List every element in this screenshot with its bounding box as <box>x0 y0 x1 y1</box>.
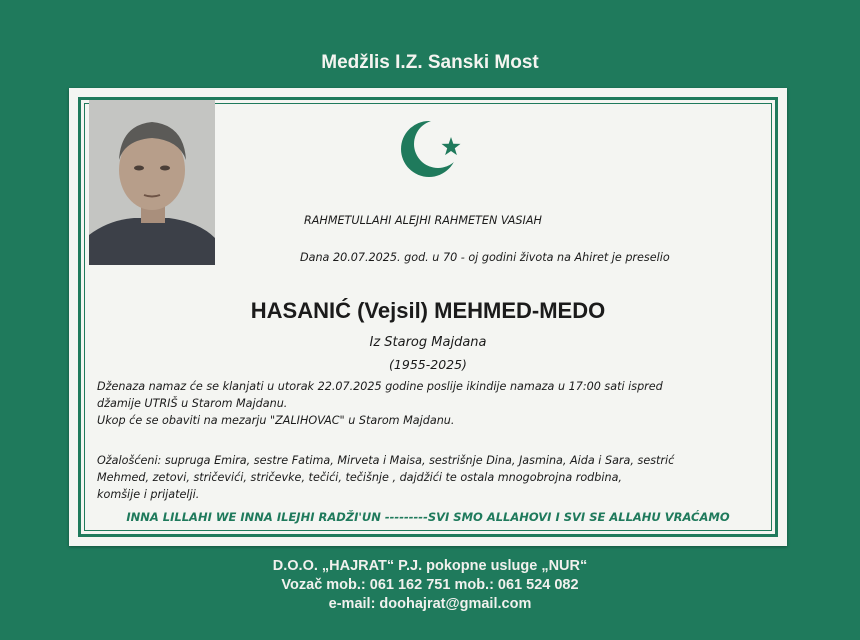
deceased-name: HASANIĆ (Vejsil) MEHMED-MEDO <box>250 298 606 323</box>
obituary-card <box>69 88 787 546</box>
mourners-line-3: komšije i prijatelji. <box>97 488 200 501</box>
origin-line: Iz Starog Majdana <box>369 335 487 350</box>
closing-prayer: INNA LILLAHI WE INNA ILEJHI RADŽI'UN ---------SVI SMO ALLAHOVI I SVI SE ALLAHU VRAĆAMO <box>126 510 730 524</box>
funeral-details <box>97 378 767 429</box>
contact-email: e-mail: doohajrat@gmail.com <box>328 596 532 612</box>
burial-line: Ukop će se obaviti na mezarju "ZALIHOVAC" u Starom Majdanu. <box>97 414 455 427</box>
organization-title: Medžlis I.Z. Sanski Most <box>321 52 539 73</box>
funeral-line-2: džamije UTRIŠ u Starom Majdanu. <box>97 397 288 410</box>
portrait-photo <box>89 100 215 265</box>
crescent-star-icon <box>399 118 465 180</box>
mourners-list <box>97 452 767 503</box>
blessing-line: RAHMETULLAHI ALEJHI RAHMETEN VASIAH <box>304 214 542 227</box>
years-line: (1955-2025) <box>389 357 467 372</box>
mourners-line-2: Mehmed, zetovi, stričevići, stričevke, tečići, tečišnje , dajdžići te ostala mnogobrojna rodbina, <box>97 471 622 484</box>
company-name: D.O.O. „HAJRAT“ P.J. pokopne usluge „NUR“ <box>272 558 588 574</box>
announcement-line: Dana 20.07.2025. god. u 70 - oj godini života na Ahiret je preselio <box>300 251 670 264</box>
funeral-line-1: Dženaza namaz će se klanjati u utorak 22.07.2025 godine poslije ikindije namaza u 17:00 sati ispred <box>97 380 663 393</box>
contact-phones: Vozač mob.: 061 162 751 mob.: 061 524 082 <box>281 577 579 593</box>
mourners-line-1: Ožalošćeni: supruga Emira, sestre Fatima, Mirveta i Maisa, sestrišnje Dina, Jasmina, Aida i Sara, sestrić <box>97 454 675 467</box>
